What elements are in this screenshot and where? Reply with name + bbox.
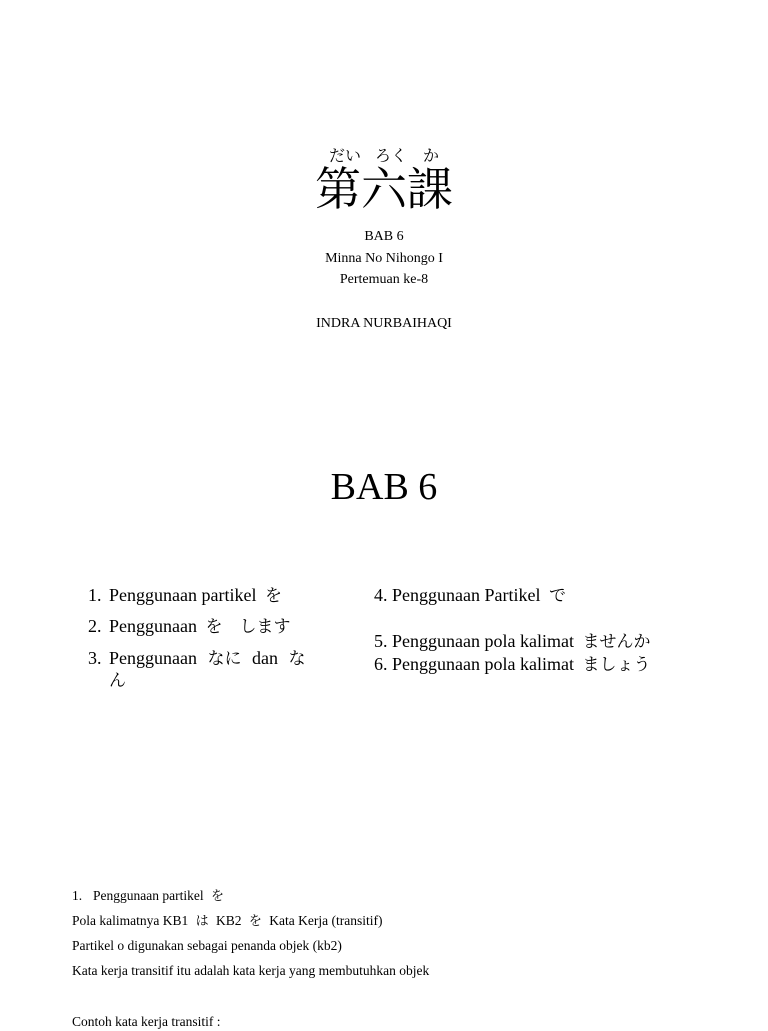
toc-item-number: 4.: [374, 585, 388, 605]
toc-item-text: Penggunaan pola kalimat: [392, 631, 574, 651]
body-item-japanese: を: [210, 889, 224, 904]
toc-item-japanese: を: [264, 586, 282, 606]
toc-item-text: Penggunaan Partikel: [392, 585, 541, 605]
kanji-title: 第六課: [315, 162, 453, 216]
pattern-suffix: Kata Kerja (transitif): [269, 913, 383, 928]
toc-item-number: 5.: [374, 631, 388, 651]
furigana-ka: か: [423, 146, 440, 165]
toc-item-4: [374, 584, 566, 607]
body-pattern-line: [72, 912, 382, 931]
pattern-particle-wa: は: [195, 914, 209, 929]
cover-author: INDRA NURBAIHAQI: [316, 316, 452, 331]
furigana-dai: だい: [328, 146, 361, 165]
toc-item-japanese: なに: [207, 649, 242, 669]
pattern-kb2: KB2: [216, 913, 242, 928]
body-line-particle: Partikel o digunakan sebagai penanda objek (kb2): [72, 938, 342, 953]
pattern-prefix: Pola kalimatnya KB1: [72, 913, 189, 928]
body-item-text: Penggunaan partikel: [93, 888, 204, 903]
toc-item-text: Penggunaan pola kalimat: [392, 654, 574, 674]
body-line-example: Contoh kata kerja transitif :: [72, 1014, 221, 1029]
body-item-number: 1.: [72, 888, 83, 903]
toc-item-3-wrap: [109, 669, 126, 692]
cover-chapter: BAB 6: [364, 229, 404, 244]
furigana-roku: ろく: [374, 146, 407, 165]
toc-item-2: [88, 615, 290, 638]
toc-item-japanese: を します: [205, 617, 291, 637]
toc-item-6: [374, 653, 650, 676]
toc-item-text: Penggunaan: [109, 648, 197, 668]
toc-item-1: [88, 584, 282, 607]
toc-item-japanese: ましょう: [582, 655, 651, 675]
toc-item-japanese: ませんか: [582, 632, 651, 652]
cover-book-title: Minna No Nihongo I: [325, 251, 443, 266]
toc-item-number: 1.: [88, 585, 102, 605]
toc-item-text: Penggunaan: [109, 616, 197, 636]
toc-item-japanese-wrap: ん: [109, 671, 126, 691]
toc-item-conjunction: dan: [251, 648, 278, 668]
body-item-heading: [72, 887, 224, 906]
toc-item-5: [374, 630, 650, 653]
toc-item-3: [88, 647, 305, 670]
toc-item-number: 6.: [374, 654, 388, 674]
toc-item-number: 2.: [88, 616, 102, 636]
pattern-particle-o: を: [248, 914, 262, 929]
toc-item-text: Penggunaan partikel: [109, 585, 257, 605]
body-line-transitive: Kata kerja transitif itu adalah kata kerja yang membutuhkan objek: [72, 963, 430, 978]
toc-item-japanese: で: [548, 586, 566, 606]
section-heading: BAB 6: [330, 466, 438, 508]
cover-meeting: Pertemuan ke-8: [339, 272, 429, 287]
toc-item-japanese-2: な: [288, 649, 306, 669]
toc-item-number: 3.: [88, 648, 102, 668]
